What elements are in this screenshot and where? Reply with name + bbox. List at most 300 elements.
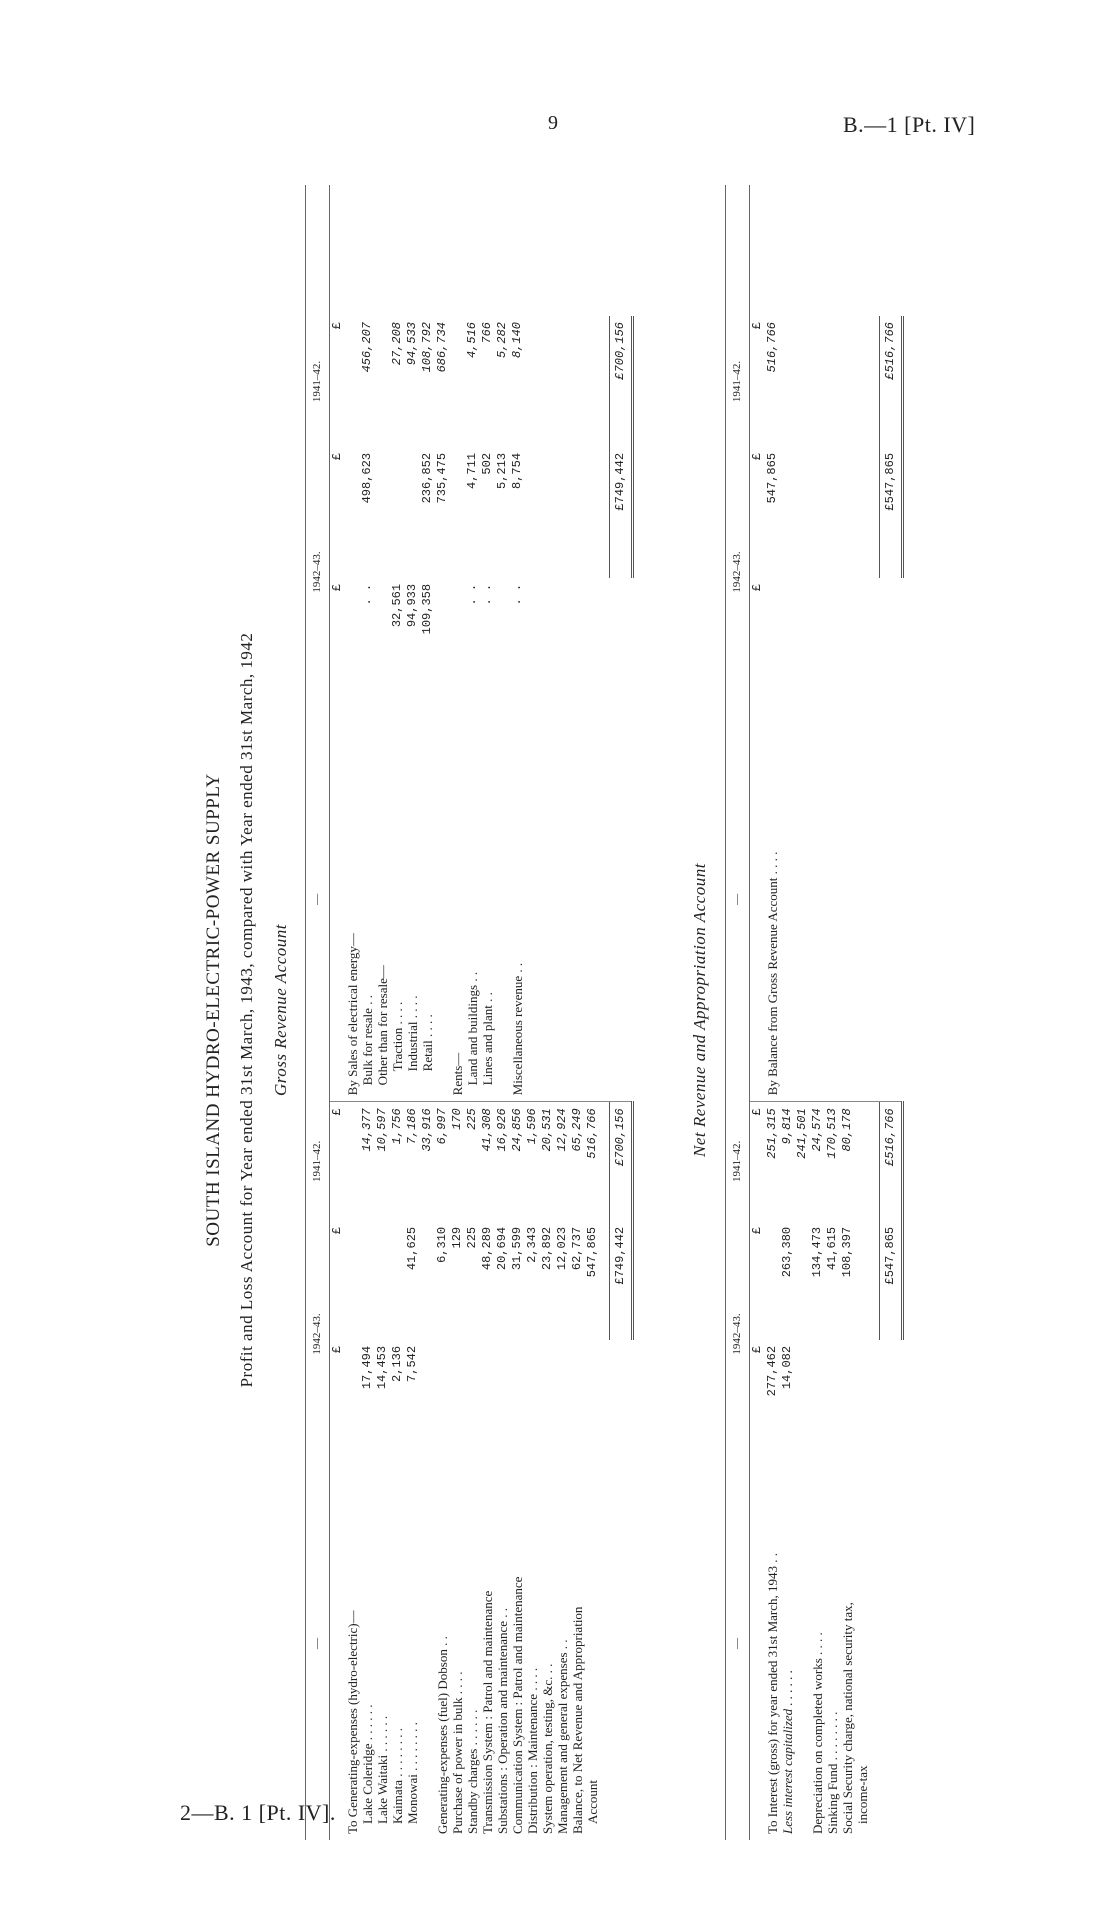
empty-cell <box>570 447 585 578</box>
empty-cell <box>855 447 870 578</box>
empty-cell <box>810 697 825 1102</box>
table-row <box>375 185 390 1840</box>
empty-cell <box>795 316 810 447</box>
empty-cell <box>870 1340 880 1447</box>
empty-cell <box>570 185 585 316</box>
debit-amount: 2,136 <box>390 1345 404 1382</box>
debit-prev-amount: 9,814 <box>780 1108 794 1145</box>
debit-amount <box>525 1340 540 1447</box>
gross-header-row <box>306 185 330 1840</box>
debit-label: Account <box>585 1779 600 1824</box>
empty-cell <box>540 316 555 447</box>
debit-prev-amount: 20,531 <box>540 1108 554 1152</box>
table-row <box>540 185 555 1840</box>
debit-label: income-tax <box>855 1765 870 1824</box>
debit-label <box>420 1447 435 1840</box>
empty-cell <box>540 447 555 578</box>
gross-revenue-title: Gross Revenue Account <box>271 924 290 1096</box>
empty-cell <box>765 185 780 316</box>
credit-amount: 94,933 <box>405 583 419 628</box>
credit-prev-amount <box>450 316 465 447</box>
table-row <box>390 185 405 1840</box>
empty-cell <box>525 697 540 1102</box>
empty-cell <box>390 185 405 316</box>
debit-amount: 41,615 <box>825 1226 839 1271</box>
empty-cell <box>880 1447 903 1840</box>
credit-amount: 502 <box>480 452 494 475</box>
empty-cell <box>610 1340 633 1447</box>
debit-amount: 41,625 <box>405 1226 419 1271</box>
gap-row <box>600 185 610 1840</box>
column-header: 1942–43. <box>726 447 750 697</box>
debit-amount: 134,473 <box>810 1226 824 1278</box>
credit-prev-amount: 8,140 <box>510 322 524 359</box>
spacer-cell <box>750 185 766 316</box>
debit-amount: 31,599 <box>510 1226 524 1271</box>
empty-cell <box>600 578 610 697</box>
table-row <box>765 185 780 1840</box>
pound-sign: £ <box>750 452 764 461</box>
empty-cell <box>585 316 600 447</box>
credit-amount: 4,711 <box>465 452 479 489</box>
pound-sign: £ <box>750 1108 764 1116</box>
debit-amount: 2,343 <box>525 1226 539 1263</box>
table-row <box>810 185 825 1840</box>
debit-prev-amount: 16,926 <box>495 1108 509 1152</box>
credit-prev-amount: 27,208 <box>390 322 404 366</box>
debit-total-prev: £516,766 <box>880 1102 903 1221</box>
debit-amount <box>855 1340 870 1447</box>
document-subtitle: Profit and Loss Account for Year ended 31st March, 1943, compared with Year ended 31st March, 1942 <box>237 632 256 1388</box>
debit-prev-amount: 170 <box>450 1108 464 1130</box>
empty-cell <box>600 1221 610 1340</box>
empty-cell <box>870 185 880 316</box>
debit-prev-amount: 80,178 <box>840 1108 854 1152</box>
rotated-document <box>185 170 1005 1850</box>
credit-label: Industrial . . . . <box>405 697 420 1102</box>
credit-amount <box>450 578 465 697</box>
spacer-cell <box>750 1447 766 1840</box>
debit-amount <box>345 1221 360 1340</box>
table-row <box>465 185 480 1840</box>
table-row <box>795 185 810 1840</box>
empty-cell <box>880 1340 903 1447</box>
credit-prev-amount: 94,533 <box>405 322 419 366</box>
credit-amount: 236,852 <box>420 452 434 504</box>
pound-row <box>750 185 766 1840</box>
debit-amount: 62,737 <box>570 1226 584 1271</box>
pound-sign: £ <box>330 1345 344 1354</box>
empty-cell <box>360 185 375 316</box>
empty-cell <box>480 185 495 316</box>
empty-cell <box>525 578 540 697</box>
page-reference: B.—1 [Pt. IV] <box>843 112 976 137</box>
debit-amount: 225 <box>465 1226 479 1249</box>
empty-cell <box>825 697 840 1102</box>
debit-amount <box>585 1340 600 1447</box>
column-header: 1941–42. <box>306 316 330 447</box>
spacer-cell <box>330 1447 346 1840</box>
table-row <box>585 185 600 1840</box>
debit-amount: 12,023 <box>555 1226 569 1271</box>
empty-cell <box>600 447 610 578</box>
empty-cell <box>840 316 855 447</box>
debit-label: Purchase of power in bulk . . . . <box>450 1671 465 1834</box>
table-row <box>555 185 570 1840</box>
empty-cell <box>870 1447 880 1840</box>
pound-sign: £ <box>330 322 344 330</box>
empty-cell <box>780 447 795 578</box>
column-header: — <box>726 697 750 1102</box>
debit-amount <box>795 1340 810 1447</box>
credit-label: Lines and plant . . <box>480 697 495 1102</box>
empty-cell <box>780 316 795 447</box>
debit-label: Management and general expenses . . <box>555 1639 570 1834</box>
debit-prev-amount: 33,916 <box>420 1108 434 1152</box>
empty-cell <box>870 697 880 1102</box>
debit-amount <box>420 1340 435 1447</box>
empty-cell <box>570 316 585 447</box>
empty-cell <box>435 185 450 316</box>
debit-amount: 48,289 <box>480 1226 494 1271</box>
column-header: 1942–43. <box>726 1221 750 1447</box>
credit-amount <box>375 578 390 697</box>
debit-amount: 547,865 <box>585 1226 599 1278</box>
empty-cell <box>450 185 465 316</box>
table-row <box>345 185 360 1840</box>
empty-cell <box>840 447 855 578</box>
debit-label: Kaimata . . . . . . . . <box>390 1727 405 1824</box>
debit-prev-amount: 170,513 <box>825 1108 839 1159</box>
empty-cell <box>825 185 840 316</box>
empty-cell <box>840 578 855 697</box>
empty-cell <box>810 316 825 447</box>
empty-cell <box>555 316 570 447</box>
debit-prev-amount: 241,501 <box>795 1108 809 1159</box>
debit-amount <box>345 1340 360 1447</box>
gap-row <box>870 185 880 1840</box>
table-row <box>840 185 855 1840</box>
debit-amount <box>495 1340 510 1447</box>
column-header: — <box>306 697 330 1102</box>
credit-prev-amount: 456,207 <box>360 322 374 373</box>
empty-cell <box>600 316 610 447</box>
empty-cell <box>795 447 810 578</box>
empty-cell <box>570 578 585 697</box>
debit-amount <box>540 1340 555 1447</box>
empty-cell <box>810 185 825 316</box>
empty-cell <box>540 697 555 1102</box>
empty-cell <box>825 578 840 697</box>
debit-amount: 129 <box>450 1226 464 1249</box>
empty-cell <box>375 185 390 316</box>
debit-amount <box>375 1221 390 1340</box>
credit-label: By Balance from Gross Revenue Account . . . . <box>765 697 780 1102</box>
empty-cell <box>870 316 880 447</box>
debit-total-prev: £700,156 <box>610 1102 633 1221</box>
credit-amount <box>375 447 390 578</box>
credit-prev-amount: 4,516 <box>465 322 479 359</box>
credit-amount: . . <box>510 583 524 606</box>
debit-amount <box>420 1221 435 1340</box>
debit-prev-amount: 516,766 <box>585 1108 599 1159</box>
spacer-cell <box>330 697 346 1102</box>
table-row <box>855 185 870 1840</box>
credit-prev-amount <box>345 316 360 447</box>
empty-cell <box>780 697 795 1102</box>
table-row <box>825 185 840 1840</box>
empty-cell <box>855 185 870 316</box>
empty-cell <box>610 185 633 316</box>
pound-sign: £ <box>750 322 764 330</box>
credit-amount <box>495 578 510 697</box>
credit-amount <box>390 447 405 578</box>
debit-prev-amount: 14,377 <box>360 1108 374 1152</box>
net-header-row <box>726 185 750 1840</box>
debit-amount: 14,082 <box>780 1345 794 1390</box>
empty-cell <box>610 578 633 697</box>
empty-cell <box>610 697 633 1102</box>
empty-cell <box>600 1102 610 1221</box>
page-number: 9 <box>548 112 558 134</box>
debit-amount: 108,397 <box>840 1226 854 1278</box>
credit-prev-amount <box>375 316 390 447</box>
debit-label: Monowai . . . . . . . . <box>405 1722 420 1824</box>
credit-prev-amount: 516,766 <box>765 322 779 373</box>
credit-amount: 5,213 <box>495 452 509 489</box>
table-row <box>450 185 465 1840</box>
credit-total: £547,865 <box>880 447 903 578</box>
empty-cell <box>880 578 903 697</box>
debit-label: Depreciation on completed works . . . . <box>810 1632 825 1834</box>
empty-cell <box>855 316 870 447</box>
pound-sign: £ <box>330 1226 344 1235</box>
spacer-cell <box>330 185 346 316</box>
debit-amount <box>465 1340 480 1447</box>
debit-label: System operation, testing, &c. . . <box>540 1663 555 1834</box>
total-row <box>880 185 903 1840</box>
gross-body <box>330 185 633 1840</box>
empty-cell <box>540 185 555 316</box>
credit-amount <box>405 447 420 578</box>
column-header <box>306 185 330 316</box>
credit-amount <box>450 447 465 578</box>
pound-sign: £ <box>750 1226 764 1235</box>
empty-cell <box>495 185 510 316</box>
debit-prev-amount: 24,574 <box>810 1108 824 1152</box>
pound-sign: £ <box>330 583 344 592</box>
empty-cell <box>420 185 435 316</box>
empty-cell <box>345 185 360 316</box>
column-header: — <box>306 1447 330 1840</box>
debit-label: To Generating-expenses (hydro-electric)— <box>345 1610 360 1834</box>
empty-cell <box>855 578 870 697</box>
empty-cell <box>600 1447 610 1840</box>
debit-label: Distribution : Maintenance . . . . <box>525 1667 540 1834</box>
debit-amount <box>450 1340 465 1447</box>
credit-amount: 32,561 <box>390 583 404 628</box>
debit-prev-amount: 65,249 <box>570 1108 584 1152</box>
debit-amount <box>555 1340 570 1447</box>
debit-label: Lake Coleridge . . . . . . <box>360 1704 375 1824</box>
debit-amount <box>390 1221 405 1340</box>
empty-cell <box>880 185 903 316</box>
empty-cell <box>840 185 855 316</box>
net-revenue-table <box>725 185 904 1840</box>
empty-cell <box>405 185 420 316</box>
empty-cell <box>870 1102 880 1221</box>
debit-total: £749,442 <box>610 1221 633 1340</box>
debit-prev-amount: 24,856 <box>510 1108 524 1152</box>
debit-prev-amount: 1,596 <box>525 1108 539 1145</box>
debit-label: Sinking Fund . . . . . . . . <box>825 1711 840 1834</box>
debit-prev-amount: 12,924 <box>555 1108 569 1152</box>
debit-amount <box>810 1340 825 1447</box>
credit-amount <box>435 578 450 697</box>
empty-cell <box>525 447 540 578</box>
empty-cell <box>825 316 840 447</box>
empty-cell <box>810 447 825 578</box>
table-row <box>525 185 540 1840</box>
empty-cell <box>610 1447 633 1840</box>
empty-cell <box>585 447 600 578</box>
empty-cell <box>465 185 480 316</box>
credit-label <box>435 697 450 1102</box>
debit-prev-amount: 251,315 <box>765 1108 779 1159</box>
empty-cell <box>585 697 600 1102</box>
empty-cell <box>525 185 540 316</box>
debit-total: £547,865 <box>880 1221 903 1340</box>
total-row <box>610 185 633 1840</box>
table-row <box>435 185 450 1840</box>
table-row <box>480 185 495 1840</box>
net-revenue-title: Net Revenue and Appropriation Account <box>690 863 709 1157</box>
empty-cell <box>600 1340 610 1447</box>
empty-cell <box>525 316 540 447</box>
empty-cell <box>555 185 570 316</box>
debit-amount <box>435 1340 450 1447</box>
column-header: 1941–42. <box>726 316 750 447</box>
empty-cell <box>795 578 810 697</box>
debit-prev-amount: 225 <box>465 1108 479 1130</box>
credit-total-prev: £516,766 <box>880 316 903 447</box>
debit-amount: 263,380 <box>780 1226 794 1278</box>
pound-sign: £ <box>330 1108 344 1116</box>
credit-amount: 109,358 <box>420 583 434 635</box>
empty-cell <box>795 697 810 1102</box>
credit-prev-amount: 766 <box>480 322 494 344</box>
empty-cell <box>555 578 570 697</box>
spacer-cell <box>750 697 766 1102</box>
credit-label: Retail . . . . <box>420 697 435 1102</box>
credit-amount <box>765 578 780 697</box>
column-header <box>726 185 750 316</box>
debit-amount <box>570 1340 585 1447</box>
debit-amount <box>360 1221 375 1340</box>
debit-label: Social Security charge, national security tax, <box>840 1602 855 1834</box>
debit-amount: 17,494 <box>360 1345 374 1390</box>
credit-prev-amount: 686,734 <box>435 322 449 373</box>
empty-cell <box>585 185 600 316</box>
debit-prev-amount: 10,597 <box>375 1108 389 1152</box>
debit-label: Communication System : Patrol and maintenance <box>510 1576 525 1834</box>
net-body <box>750 185 903 1840</box>
debit-label: Standby charges . . . . . . <box>465 1709 480 1834</box>
debit-label <box>795 1447 810 1840</box>
empty-cell <box>780 578 795 697</box>
empty-cell <box>570 697 585 1102</box>
empty-cell <box>600 185 610 316</box>
debit-amount <box>480 1340 495 1447</box>
debit-prev-amount: 1,756 <box>390 1108 404 1145</box>
empty-cell <box>880 697 903 1102</box>
debit-amount <box>855 1221 870 1340</box>
empty-cell <box>870 578 880 697</box>
credit-total: £749,442 <box>610 447 633 578</box>
empty-cell <box>825 447 840 578</box>
empty-cell <box>795 185 810 316</box>
debit-prev-amount <box>345 1102 360 1221</box>
gross-revenue-table <box>305 185 634 1840</box>
credit-label: Other than for resale— <box>375 697 390 1102</box>
pound-sign: £ <box>750 1345 764 1354</box>
debit-amount: 6,310 <box>435 1226 449 1263</box>
debit-prev-amount: 6,997 <box>435 1108 449 1145</box>
empty-cell <box>870 447 880 578</box>
debit-label: Transmission System : Patrol and maintenance <box>480 1590 495 1834</box>
debit-label: Balance, to Net Revenue and Appropriation <box>570 1606 585 1834</box>
credit-amount: 8,754 <box>510 452 524 489</box>
footer-reference: 2—B. 1 [Pt. IV]. <box>180 1800 336 1825</box>
credit-amount: . . <box>360 583 374 606</box>
credit-amount <box>345 578 360 697</box>
credit-prev-amount: 108,792 <box>420 322 434 373</box>
table-row <box>420 185 435 1840</box>
column-header: — <box>726 1447 750 1840</box>
column-header: 1942–43. <box>306 447 330 697</box>
debit-amount: 277,462 <box>765 1345 779 1397</box>
credit-amount: 735,475 <box>435 452 449 504</box>
debit-amount <box>765 1221 780 1340</box>
credit-amount: 547,865 <box>765 452 779 504</box>
debit-prev-amount: 41,308 <box>480 1108 494 1152</box>
debit-prev-amount <box>855 1102 870 1221</box>
credit-label <box>495 697 510 1102</box>
empty-cell <box>540 578 555 697</box>
column-header: 1941–42. <box>306 1102 330 1221</box>
empty-cell <box>855 697 870 1102</box>
credit-total-prev: £700,156 <box>610 316 633 447</box>
table-row <box>405 185 420 1840</box>
debit-label: Less interest capitalized . . . . . . <box>780 1669 795 1834</box>
column-header: 1941–42. <box>726 1102 750 1221</box>
debit-amount <box>510 1340 525 1447</box>
credit-prev-amount: 5,282 <box>495 322 509 359</box>
pound-sign: £ <box>750 583 764 592</box>
debit-amount: 14,453 <box>375 1345 389 1390</box>
debit-label: To Interest (gross) for year ended 31st March, 1943 . . <box>765 1552 780 1834</box>
debit-amount <box>795 1221 810 1340</box>
empty-cell <box>555 447 570 578</box>
empty-cell <box>585 578 600 697</box>
credit-amount <box>345 447 360 578</box>
empty-cell <box>555 697 570 1102</box>
debit-amount: 23,892 <box>540 1226 554 1271</box>
table-row <box>510 185 525 1840</box>
empty-cell <box>780 185 795 316</box>
document-title: SOUTH ISLAND HYDRO-ELECTRIC-POWER SUPPLY <box>203 773 224 1247</box>
empty-cell <box>510 185 525 316</box>
